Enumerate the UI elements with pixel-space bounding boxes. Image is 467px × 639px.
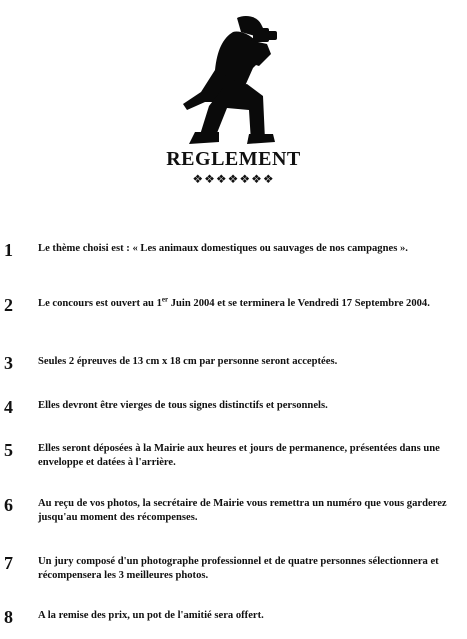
rule-text: Elles seront déposées à la Mairie aux heures et jours de permanence, présentées dans une enveloppe et datées à l'arrière. <box>38 443 440 468</box>
rule-number: 3 <box>4 353 13 373</box>
rule-item <box>0 295 467 355</box>
rule-number: 8 <box>4 607 13 627</box>
rule-text: Le concours est ouvert au 1er Juin 2004 et se terminera le Vendredi 17 Septembre 2004. <box>38 295 430 309</box>
rule-text: Seules 2 épreuves de 13 cm x 18 cm par personne seront acceptées. <box>38 356 338 367</box>
kneeling-photographer-icon <box>175 10 285 150</box>
rule-item <box>0 440 467 500</box>
title-ornament: ❖❖❖❖❖❖❖ <box>192 172 275 186</box>
rule-number: 1 <box>4 240 13 260</box>
rule-number: 6 <box>4 495 13 515</box>
rule-number: 4 <box>4 397 13 417</box>
rule-number: 2 <box>4 295 13 315</box>
rule-text: Elles devront être vierges de tous signes distinctifs et personnels. <box>38 400 328 411</box>
page-title: REGLEMENT <box>166 148 301 170</box>
rule-item <box>0 240 467 300</box>
rule-item <box>0 495 467 555</box>
rule-item <box>0 607 467 635</box>
rule-number: 5 <box>4 440 13 460</box>
rule-text: A la remise des prix, un pot de l'amitié sera offert. <box>38 610 264 621</box>
rule-text: Le thème choisi est : « Les animaux domestiques ou sauvages de nos campagnes ». <box>38 243 408 254</box>
rule-text: Au reçu de vos photos, la secrétaire de Mairie vous remettra un numéro que vous garderez jusqu'au moment des récompenses. <box>38 498 447 523</box>
rule-text: Un jury composé d'un photographe professionnel et de quatre personnes sélectionnera et récompensera les 3 meilleures photos. <box>38 556 439 581</box>
rule-item <box>0 553 467 613</box>
rule-number: 7 <box>4 553 13 573</box>
